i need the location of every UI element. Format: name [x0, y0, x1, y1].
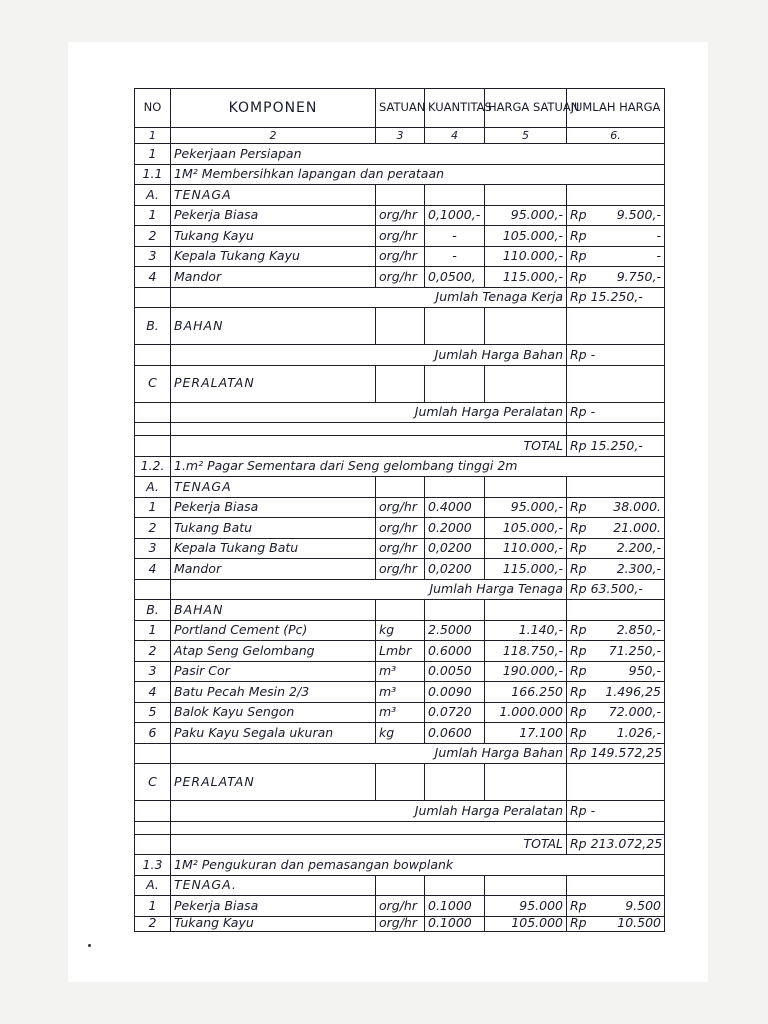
row-unit: org/hr [376, 896, 425, 917]
row-no: 1 [135, 620, 171, 641]
row-unit: org/hr [376, 518, 425, 539]
subtotal-value: Rp - [567, 402, 665, 423]
row-no: 5 [135, 702, 171, 723]
row-qty: 0,0500, [425, 267, 485, 288]
subtotal-row [135, 579, 665, 600]
subtotal-label: Jumlah Harga Peralatan [171, 801, 567, 822]
table-row [135, 620, 665, 641]
row-total: Rp 1.496,25 [567, 682, 665, 703]
group-label: A. [135, 185, 171, 206]
row-qty: 0.4000 [425, 497, 485, 518]
row-unit: org/hr [376, 246, 425, 267]
col-number: 4 [425, 128, 485, 144]
row-total: Rp 9.750,- [567, 267, 665, 288]
row-total: Rp 2.300,- [567, 559, 665, 580]
row-no: 3 [135, 538, 171, 559]
group-label: C [135, 764, 171, 801]
row-total: Rp 71.250,- [567, 641, 665, 662]
row-name: Mandor [171, 267, 376, 288]
row-no: 1 [135, 205, 171, 226]
total-value: Rp 213.072,25 [567, 834, 665, 855]
row-price: 110.000,- [485, 246, 567, 267]
group-row-tenaga [135, 185, 665, 206]
row-total: Rp 2.200,- [567, 538, 665, 559]
item-title: 1M² Pengukuran dan pemasangan bowplank [171, 855, 665, 876]
row-name: Pekerja Biasa [171, 205, 376, 226]
row-total: Rp - [567, 226, 665, 247]
table-row [135, 246, 665, 267]
subtotal-row [135, 345, 665, 366]
row-no: 3 [135, 661, 171, 682]
row-unit: kg [376, 620, 425, 641]
subtotal-label: Jumlah Harga Bahan [171, 345, 567, 366]
col-number: 6. [567, 128, 665, 144]
table-row [135, 723, 665, 744]
row-unit: kg [376, 723, 425, 744]
row-total: Rp 950,- [567, 661, 665, 682]
group-label: B. [135, 308, 171, 345]
row-price: 95.000 [485, 896, 567, 917]
table-row [135, 661, 665, 682]
row-total: Rp 1.026,- [567, 723, 665, 744]
row-name: Tukang Kayu [171, 916, 376, 931]
table-row [135, 559, 665, 580]
row-unit: m³ [376, 702, 425, 723]
table-row [135, 267, 665, 288]
row-name: Tukang Batu [171, 518, 376, 539]
total-value: Rp 15.250,- [567, 436, 665, 457]
row-name: Pekerja Biasa [171, 896, 376, 917]
row-qty: - [425, 226, 485, 247]
row-price: 1.000.000 [485, 702, 567, 723]
table-row [135, 497, 665, 518]
table-row [135, 641, 665, 662]
item-title: 1M² Membersihkan lapangan dan perataan [171, 164, 665, 185]
group-label: C [135, 365, 171, 402]
total-row [135, 436, 665, 457]
col-number: 3 [376, 128, 425, 144]
group-title: TENAGA. [171, 875, 376, 896]
total-label: TOTAL [171, 436, 567, 457]
table-row [135, 896, 665, 917]
column-number-row [135, 128, 665, 144]
subtotal-value: Rp - [567, 801, 665, 822]
subtotal-row [135, 402, 665, 423]
row-name: Tukang Kayu [171, 226, 376, 247]
row-no: 1 [135, 896, 171, 917]
item-header-row [135, 855, 665, 876]
group-label: B. [135, 600, 171, 621]
row-unit: org/hr [376, 226, 425, 247]
group-row-bahan [135, 308, 665, 345]
row-qty: 0.0600 [425, 723, 485, 744]
row-qty: 0.1000 [425, 916, 485, 931]
row-unit: org/hr [376, 267, 425, 288]
row-name: Kepala Tukang Kayu [171, 246, 376, 267]
subtotal-label: Jumlah Harga Tenaga [171, 579, 567, 600]
subtotal-label: Jumlah Harga Bahan [171, 743, 567, 764]
group-title: PERALATAN [171, 365, 376, 402]
row-price: 105.000,- [485, 226, 567, 247]
item-number: 1.3 [135, 855, 171, 876]
row-price: 115.000,- [485, 559, 567, 580]
row-unit: org/hr [376, 497, 425, 518]
group-label: A. [135, 477, 171, 498]
row-price: 118.750,- [485, 641, 567, 662]
row-qty: 0,0200 [425, 559, 485, 580]
row-name: Portland Cement (Pc) [171, 620, 376, 641]
row-total: Rp 10.500 [567, 916, 665, 931]
header-satuan: SATUAN [376, 89, 425, 128]
row-name: Atap Seng Gelombang [171, 641, 376, 662]
row-name: Balok Kayu Sengon [171, 702, 376, 723]
row-unit: org/hr [376, 559, 425, 580]
group-row-bahan [135, 600, 665, 621]
row-no: 4 [135, 559, 171, 580]
table-row [135, 916, 665, 931]
subtotal-value: Rp 15.250,- [567, 287, 665, 308]
row-price: 166.250 [485, 682, 567, 703]
row-name: Kepala Tukang Batu [171, 538, 376, 559]
row-no: 6 [135, 723, 171, 744]
subtotal-row [135, 287, 665, 308]
row-name: Pekerja Biasa [171, 497, 376, 518]
row-no: 2 [135, 641, 171, 662]
group-row-tenaga [135, 875, 665, 896]
table-row [135, 682, 665, 703]
group-row-peralatan [135, 764, 665, 801]
row-total: Rp 21.000. [567, 518, 665, 539]
row-qty: - [425, 246, 485, 267]
row-qty: 0.0050 [425, 661, 485, 682]
item-number: 1.2. [135, 456, 171, 477]
total-row [135, 834, 665, 855]
row-price: 110.000,- [485, 538, 567, 559]
section-number: 1 [135, 144, 171, 165]
header-no: NO [135, 89, 171, 128]
row-no: 2 [135, 518, 171, 539]
row-no: 3 [135, 246, 171, 267]
row-no: 4 [135, 267, 171, 288]
header-jumlah-harga: JUMLAH HARGA [567, 89, 665, 128]
col-number: 1 [135, 128, 171, 144]
row-name: Paku Kayu Segala ukuran [171, 723, 376, 744]
row-unit: Lmbr [376, 641, 425, 662]
row-total: Rp - [567, 246, 665, 267]
header-harga-satuan: HARGA SATUAN [485, 89, 567, 128]
subtotal-value: Rp 63.500,- [567, 579, 665, 600]
row-unit: org/hr [376, 538, 425, 559]
row-price: 115.000,- [485, 267, 567, 288]
blank-row [135, 423, 665, 436]
table-row [135, 205, 665, 226]
subtotal-label: Jumlah Tenaga Kerja [171, 287, 567, 308]
row-price: 105.000 [485, 916, 567, 931]
subtotal-value: Rp - [567, 345, 665, 366]
row-qty: 0,1000,- [425, 205, 485, 226]
row-unit: org/hr [376, 205, 425, 226]
item-number: 1.1 [135, 164, 171, 185]
group-label: A. [135, 875, 171, 896]
group-title: TENAGA [171, 185, 376, 206]
row-price: 95.000,- [485, 205, 567, 226]
header-kuantitas: KUANTITAS [425, 89, 485, 128]
col-number: 5 [485, 128, 567, 144]
header-row [135, 89, 665, 128]
row-qty: 0.1000 [425, 896, 485, 917]
row-total: Rp 9.500,- [567, 205, 665, 226]
row-price: 105.000,- [485, 518, 567, 539]
blank-row [135, 821, 665, 834]
subtotal-row [135, 801, 665, 822]
row-unit: m³ [376, 661, 425, 682]
table-row [135, 226, 665, 247]
row-total: Rp 38.000. [567, 497, 665, 518]
row-qty: 0,0200 [425, 538, 485, 559]
subtotal-label: Jumlah Harga Peralatan [171, 402, 567, 423]
row-no: 1 [135, 497, 171, 518]
group-title: PERALATAN [171, 764, 376, 801]
row-total: Rp 72.000,- [567, 702, 665, 723]
row-qty: 2.5000 [425, 620, 485, 641]
row-qty: 0.6000 [425, 641, 485, 662]
section-title: Pekerjaan Persiapan [171, 144, 665, 165]
row-unit: m³ [376, 682, 425, 703]
cost-analysis-table [134, 88, 665, 932]
row-total: Rp 2.850,- [567, 620, 665, 641]
group-row-peralatan [135, 365, 665, 402]
subtotal-row [135, 743, 665, 764]
group-title: TENAGA [171, 477, 376, 498]
item-header-row [135, 164, 665, 185]
row-no: 2 [135, 226, 171, 247]
row-name: Mandor [171, 559, 376, 580]
row-qty: 0.2000 [425, 518, 485, 539]
header-komponen: KOMPONEN [171, 89, 376, 128]
row-no: 4 [135, 682, 171, 703]
group-title: BAHAN [171, 308, 376, 345]
group-title: BAHAN [171, 600, 376, 621]
row-price: 95.000,- [485, 497, 567, 518]
row-total: Rp 9.500 [567, 896, 665, 917]
row-no: 2 [135, 916, 171, 931]
table-row [135, 702, 665, 723]
table-row [135, 518, 665, 539]
row-price: 1.140,- [485, 620, 567, 641]
total-label: TOTAL [171, 834, 567, 855]
row-qty: 0.0720 [425, 702, 485, 723]
row-price: 190.000,- [485, 661, 567, 682]
group-row-tenaga [135, 477, 665, 498]
section-row [135, 144, 665, 165]
row-price: 17.100 [485, 723, 567, 744]
row-qty: 0.0090 [425, 682, 485, 703]
item-title: 1.m² Pagar Sementara dari Seng gelombang tinggi 2m [171, 456, 665, 477]
item-header-row [135, 456, 665, 477]
col-number: 2 [171, 128, 376, 144]
row-name: Pasir Cor [171, 661, 376, 682]
row-name: Batu Pecah Mesin 2/3 [171, 682, 376, 703]
table-row [135, 538, 665, 559]
row-unit: org/hr [376, 916, 425, 931]
ink-dot [88, 944, 91, 947]
subtotal-value: Rp 149.572,25 [567, 743, 665, 764]
